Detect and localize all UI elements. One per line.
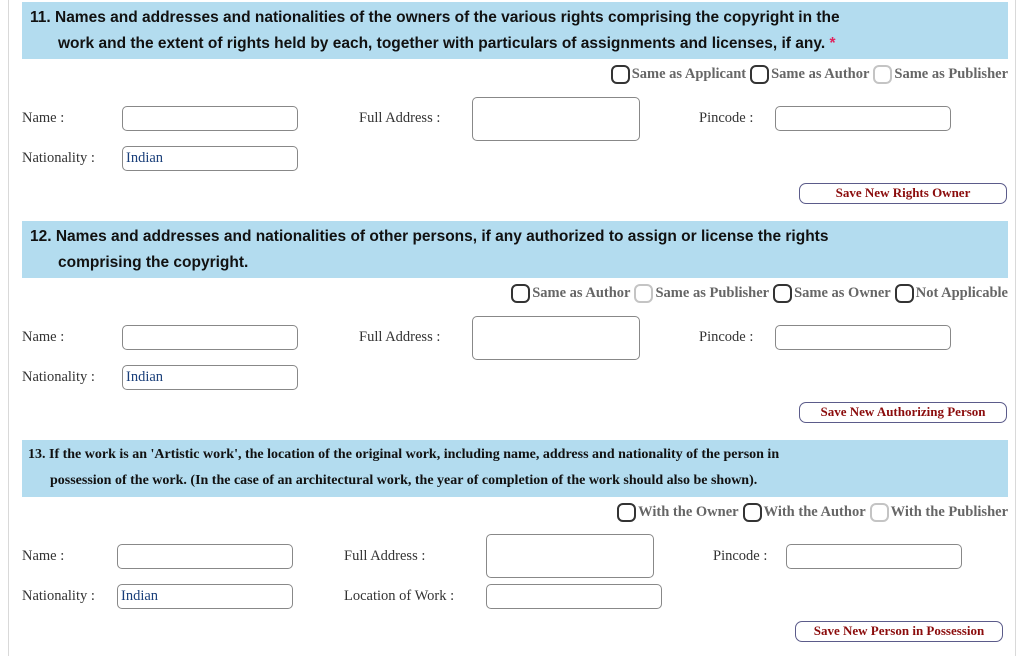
with-the-author-checkbox[interactable]	[743, 503, 866, 522]
possessor-address-textarea[interactable]	[486, 534, 654, 578]
pincode-label: Pincode :	[713, 548, 768, 564]
possessor-pincode-input[interactable]	[786, 544, 962, 569]
section-11-heading	[22, 2, 1008, 59]
section-12-heading-line2: comprising the copyright.	[58, 254, 249, 271]
save-new-rights-owner-button[interactable]: Save New Rights Owner	[799, 183, 1007, 204]
nationality-label: Nationality :	[22, 150, 95, 166]
same-as-author-checkbox[interactable]	[511, 284, 630, 303]
nationality-label: Nationality :	[22, 588, 95, 604]
checkbox-box[interactable]	[617, 503, 636, 522]
authorized-pincode-input[interactable]	[775, 325, 951, 350]
authorized-address-textarea[interactable]	[472, 316, 640, 360]
section-13-checkbox-row	[613, 503, 1008, 522]
section-13-heading-line2: possession of the work. (In the case of an architectural work, the year of completion of the work should also be shown).	[50, 473, 758, 488]
checkbox-label: With the Author	[763, 504, 866, 520]
authorized-name-input[interactable]	[122, 325, 298, 350]
save-new-authorizing-person-button[interactable]: Save New Authorizing Person	[799, 402, 1007, 423]
possessor-nationality-input[interactable]: Indian	[117, 584, 293, 609]
same-as-owner-checkbox[interactable]	[773, 284, 891, 303]
name-label: Name :	[22, 329, 65, 345]
checkbox-label: Same as Author	[532, 285, 631, 301]
checkbox-label: With the Publisher	[890, 504, 1008, 520]
checkbox-box[interactable]	[511, 284, 530, 303]
full-address-label: Full Address :	[359, 110, 441, 126]
same-as-author-checkbox[interactable]	[750, 65, 869, 84]
section-13-heading-line1: 13. If the work is an 'Artistic work', the location of the original work, including name, address and nationality of the person in	[28, 447, 780, 462]
owner-pincode-input[interactable]	[775, 106, 951, 131]
name-label: Name :	[22, 548, 65, 564]
section-11-checkbox-row	[607, 65, 1008, 84]
location-of-work-input[interactable]	[486, 584, 662, 609]
owner-nationality-input[interactable]: Indian	[122, 146, 298, 171]
checkbox-box[interactable]	[743, 503, 762, 522]
save-new-person-in-possession-button[interactable]: Save New Person in Possession	[795, 621, 1003, 642]
pincode-label: Pincode :	[699, 329, 754, 345]
owner-address-textarea[interactable]	[472, 97, 640, 141]
possessor-name-input[interactable]	[117, 544, 293, 569]
location-of-work-label: Location of Work :	[344, 588, 455, 604]
checkbox-label: Same as Publisher	[655, 285, 770, 301]
section-11-heading-line2: work and the extent of rights held by each, together with particulars of assignments and licenses, if any.	[58, 35, 826, 52]
name-label: Name :	[22, 110, 65, 126]
same-as-applicant-checkbox[interactable]	[611, 65, 746, 84]
section-11-heading-line2-wrap	[58, 35, 836, 53]
checkbox-box[interactable]	[611, 65, 630, 84]
full-address-label: Full Address :	[344, 548, 426, 564]
full-address-label: Full Address :	[359, 329, 441, 345]
authorized-nationality-input[interactable]: Indian	[122, 365, 298, 390]
section-12-heading-line1: 12. Names and addresses and nationalities of other persons, if any authorized to assign or license the rights	[30, 228, 829, 245]
not-applicable-checkbox[interactable]	[895, 284, 1008, 303]
section-12-checkbox-row	[507, 284, 1008, 303]
same-as-publisher-checkbox[interactable]	[873, 65, 1008, 84]
required-marker: *	[829, 35, 836, 52]
with-the-owner-checkbox[interactable]	[617, 503, 738, 522]
checkbox-label: With the Owner	[638, 504, 739, 520]
pincode-label: Pincode :	[699, 110, 754, 126]
checkbox-label: Not Applicable	[915, 285, 1008, 301]
checkbox-label: Same as Author	[771, 66, 870, 82]
section-11-heading-line1: 11. Names and addresses and nationalities of the owners of the various rights comprising the copyright in the	[30, 9, 840, 26]
checkbox-box[interactable]	[773, 284, 792, 303]
checkbox-label: Same as Owner	[794, 285, 891, 301]
owner-name-input[interactable]	[122, 106, 298, 131]
checkbox-box[interactable]	[634, 284, 653, 303]
checkbox-label: Same as Publisher	[894, 66, 1008, 82]
section-12-heading	[22, 221, 1008, 278]
checkbox-box[interactable]	[873, 65, 892, 84]
checkbox-box[interactable]	[895, 284, 914, 303]
checkbox-label: Same as Applicant	[631, 66, 747, 82]
section-13-heading	[22, 440, 1008, 497]
checkbox-box[interactable]	[870, 503, 889, 522]
nationality-label: Nationality :	[22, 369, 95, 385]
same-as-publisher-checkbox[interactable]	[634, 284, 769, 303]
with-the-publisher-checkbox[interactable]	[870, 503, 1008, 522]
checkbox-box[interactable]	[750, 65, 769, 84]
